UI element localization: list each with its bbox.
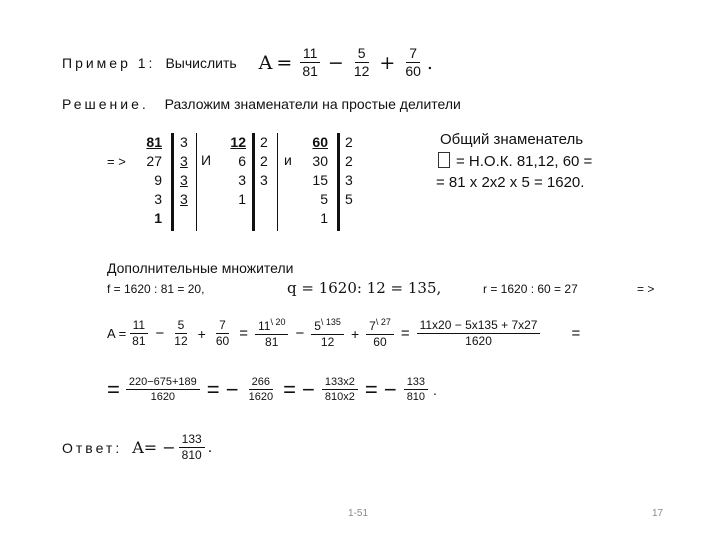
factor-table-12-right: 2 2 3 — [260, 134, 268, 188]
factor-table-60-left: 60 30 15 5 1 — [312, 134, 328, 226]
step-1-frac-e: $\frac{5^{\backslash 135}}{12}$ — [311, 318, 344, 349]
common-denominator-line-1: = Н.О.К. 81,12, 60 = — [438, 152, 592, 170]
answer-lhs: A= − — [132, 438, 176, 458]
step-1-frac-g: $\frac{7^{\backslash 27}}{60}$ — [366, 318, 394, 349]
footer-center: 1-51 — [348, 508, 369, 519]
example-op-1: − — [327, 51, 344, 74]
step-2-frac-c: $\frac{133x2}{810x2}$ — [322, 376, 358, 403]
conjunction-1: И — [201, 152, 212, 168]
example-lhs: A — [258, 51, 273, 74]
factor-table-60-divider — [337, 133, 340, 231]
factor-table-12-divider — [252, 133, 255, 231]
common-denominator-title: Общий знаменатель — [440, 131, 584, 148]
example-frac-3: $\frac{7}{60}$ — [405, 45, 421, 80]
multiplier-q: q = 1620: 12 = 135, — [287, 279, 442, 297]
factor-table-12-left: 12 6 3 1 — [230, 134, 246, 207]
example-dot: . — [426, 51, 433, 74]
additional-title: Дополнительные множители — [107, 260, 294, 276]
solution-label: Решение. — [62, 96, 149, 112]
answer-frac: $\frac{133}{810}$ — [179, 433, 205, 462]
conjunction-2: и — [284, 152, 292, 168]
solution-text: Разложим знаменатели на простые делители — [164, 96, 461, 112]
example-frac-1: $\frac{11}{81}$ — [299, 46, 321, 80]
example-label: Пример 1: — [62, 54, 156, 71]
multiplier-f: f = 1620 : 81 = 20, — [107, 282, 205, 296]
arrow-right: = > — [637, 282, 655, 296]
step-2-frac-d: $\frac{133}{810}$ — [404, 376, 428, 403]
step-1-frac-c: $\frac{7}{60}$ — [215, 318, 230, 349]
step-1-lhs: A = — [107, 326, 127, 342]
step-1-frac-a: $\frac{11}{81}$ — [129, 319, 148, 348]
step-1-frac-h: $\frac{11x20 - 5x135 + 7x27}{1620}$ — [417, 319, 541, 348]
example-op-2: + — [379, 51, 396, 74]
step-2-frac-a: $\frac{220-675+189}{1620}$ — [126, 376, 200, 403]
example-eq: = — [276, 51, 293, 74]
example-verb: Вычислить — [165, 54, 237, 71]
example-line — [62, 46, 433, 80]
factor-table-81-edge — [196, 133, 197, 231]
step-2: = $\frac{220-675+189}{1620}$ = − $\frac{266}{1620}$ = − $\frac{133x2}{810x2}$ = − $\frac{133}{810}$ . — [107, 376, 437, 404]
step-1-frac-d: $\frac{11^{\backslash 20}}{81}$ — [255, 318, 288, 349]
factor-table-12-edge — [277, 133, 278, 231]
solution-line — [62, 96, 461, 112]
missing-glyph-icon — [438, 152, 450, 168]
page-number: 17 — [652, 508, 664, 519]
factor-table-81-divider — [171, 133, 174, 231]
step-1: A = $\frac{11}{81}$ − $\frac{5}{12}$ + $\frac{7}{60}$ = $\frac{11^{\backslash 20}}{81}$ − $\frac{5^{\backslash 135}}{12}$ + $\frac{7^{\backslash 27}}{60}$ = $\frac{11x20 - 5x135 + 7x27}{1620}$ = — [107, 317, 581, 350]
factor-table-81-right: 3 3 3 3 — [180, 134, 188, 207]
common-denominator-line-2: = 81 x 2x2 x 5 = 1620. — [436, 174, 585, 191]
step-1-frac-b: $\frac{5}{12}$ — [174, 318, 188, 349]
multiplier-r: r = 1620 : 60 = 27 — [483, 282, 578, 296]
answer-label: Ответ: — [62, 439, 123, 456]
example-frac-2: $\frac{5}{12}$ — [353, 45, 370, 80]
factor-table-60-right: 2 2 3 5 — [345, 134, 353, 207]
step-2-frac-b: $\frac{266}{1620}$ — [248, 376, 274, 404]
arrow-left: = > — [107, 154, 126, 169]
factor-table-81-left: 81 27 9 3 1 — [146, 134, 162, 226]
answer-line: Ответ: A= − $\frac{133}{810}$ . — [62, 432, 213, 463]
